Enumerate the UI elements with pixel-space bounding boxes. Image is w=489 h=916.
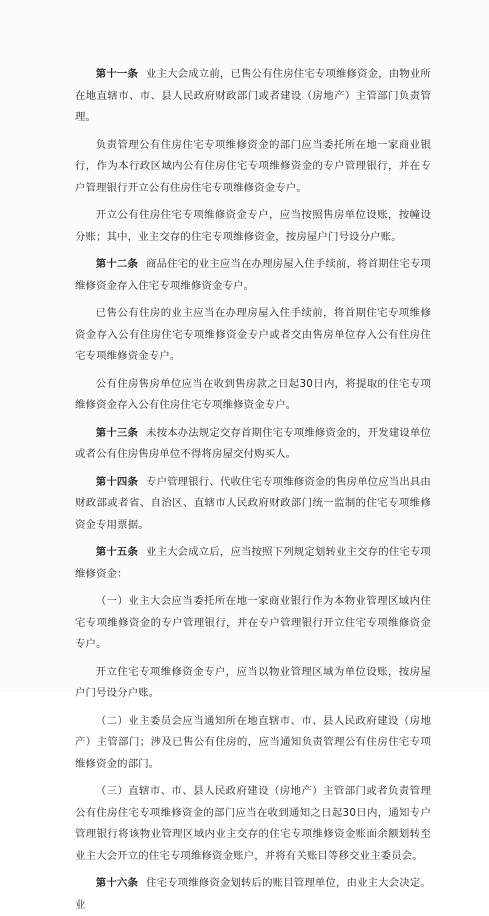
paragraph-text: 负责管理公有住房住宅专项维修资金的部门应当委托所在地一家商业银行，作为本行政区域内公有住房住宅专项维修资金的专户管理银行，并在专户管理银行开立公有住房住宅专项维修资金专户。: [75, 138, 431, 194]
paragraph-article-12: [75, 254, 431, 297]
paragraph-text: 开立住宅专项维修资金专户，应当以物业管理区域为单位设账，按房屋户门号设分户账。: [75, 665, 431, 699]
paragraph-item-1: [75, 591, 431, 656]
paragraph: [75, 135, 431, 200]
paragraph-text: 开立公有住房住宅专项维修资金专户，应当按照售房单位设账，按幢设分账；其中，业主交存的住宅专项维修资金，按房屋户门号设分户账。: [75, 209, 431, 243]
paragraph-text: （一）业主大会应当委托所在地一家商业银行作为本物业管理区域内住宅专项维修资金的专户管理银行，并在专户管理银行开立住宅专项维修资金专户。: [75, 595, 431, 650]
paragraph: [75, 374, 431, 417]
paragraph-text: 商品住宅的业主应当在办理房屋入住手续前，将首期住宅专项维修资金存入住宅专项维修资金专户。: [75, 258, 431, 292]
paragraph-text: 住宅专项维修资金划转后的账目管理单位，由业主大会决定。业: [75, 877, 431, 911]
paragraph-item-3: [75, 781, 431, 867]
paragraph-article-13: [75, 423, 431, 466]
article-number: 第十五条: [95, 546, 139, 558]
article-number: 第十二条: [95, 258, 139, 270]
paragraph-article-16: [75, 873, 431, 916]
paragraph-item-2: [75, 711, 431, 776]
document-body: [75, 64, 431, 916]
article-number: 第十四条: [95, 475, 139, 488]
paragraph-text: （三）直辖市、市、县人民政府建设（房地产）主管部门或者负责管理公有住房住宅专项维修资金的部门应当在收到通知之日起30日内，通知专户管理银行将该物业管理区域内业主交存的住宅专项维修资金账面余额划转至业主大会开立的住宅专项维修资金账户，并将有关账目等移交业主委员会。: [75, 785, 431, 862]
paragraph-text: 专户管理银行、代收住宅专项维修资金的售房单位应当出具由财政部或者省、自治区、直辖市人民政府财政部门统一监制的住宅专项维修资金专用票据。: [75, 475, 431, 531]
paragraph-text: 业主大会成立后，应当按照下列规定划转业主交存的住宅专项维修资金：: [75, 546, 431, 580]
paragraph: [75, 205, 431, 248]
article-number: 第十六条: [95, 877, 139, 889]
paragraph-text: 未按本办法规定交存首期住宅专项维修资金的，开发建设单位或者公有住房售房单位不得将房屋交付购买人。: [75, 426, 431, 460]
paragraph-article-14: [75, 472, 431, 537]
paragraph-article-15: [75, 542, 431, 585]
article-number: 第十一条: [95, 68, 139, 80]
paragraph-text: （二）业主委员会应当通知所在地直辖市、市、县人民政府建设（房地产）主管部门；涉及已售公有住房的，应当通知负责管理公有住房住宅专项维修资金的部门。: [75, 714, 431, 770]
paragraph-text: 已售公有住房的业主应当在办理房屋入住手续前，将首期住宅专项维修资金存入公有住房住宅专项维修资金专户或者交由售房单位存入公有住房住宅专项维修资金专户。: [75, 307, 431, 362]
paragraph-text: 业主大会成立前，已售公有住房住宅专项维修资金，由物业所在地直辖市、市、县人民政府财政部门或者建设（房地产）主管部门负责管理。: [75, 68, 431, 123]
article-number: 第十三条: [95, 426, 139, 439]
paragraph: [75, 662, 431, 705]
paragraph-article-11: [75, 64, 431, 129]
paragraph: [75, 303, 431, 368]
paragraph-text: 公有住房售房单位应当在收到售房款之日起30日内，将提取的住宅专项维修资金存入公有住房住宅专项维修资金专户。: [75, 377, 431, 411]
